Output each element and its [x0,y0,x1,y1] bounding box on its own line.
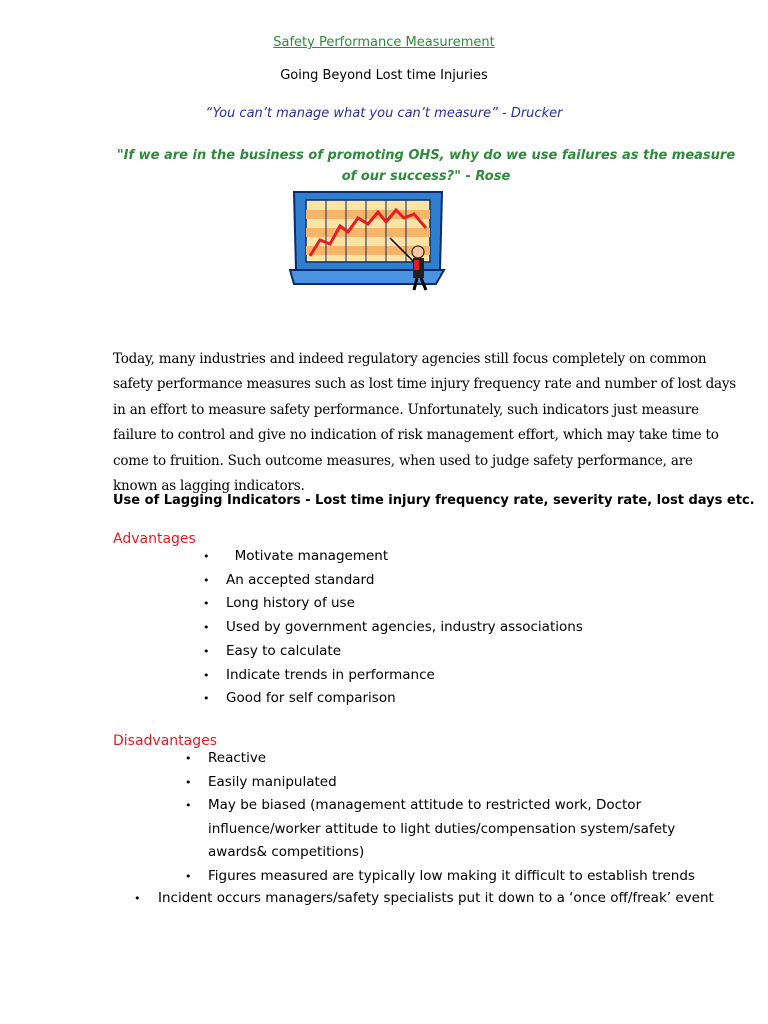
document-subtitle: Going Beyond Lost time Injuries [280,68,488,83]
bullet-icon: • [203,573,210,587]
advantages-list [203,545,746,711]
disadvantages-heading: Disadvantages [113,733,218,749]
list-item: • Long history of use [226,592,746,616]
list-item: • Indicate trends in performance [226,664,746,688]
chart-presentation-clipart-icon [286,188,446,296]
bullet-icon: • [203,644,210,658]
bullet-icon: • [203,621,210,635]
list-item: • Good for self comparison [226,687,746,711]
lagging-indicators-heading: Use of Lagging Indicators - Lost time injury frequency rate, severity rate, lost days etc. [113,493,755,508]
list-item: • May be biased (management attitude to restricted work, Doctor influence/worker attitude to light duties/compensation system/safety awards& competitions) [208,794,718,865]
bullet-icon: • [203,597,210,611]
bullet-icon: • [203,692,210,706]
bullet-icon: • [134,892,141,905]
drucker-quote: “You can’t manage what you can’t measure” - Drucker [205,106,563,121]
bullet-icon: • [203,550,210,563]
bullet-icon: • [185,775,192,789]
list-item: • An accepted standard [226,569,746,593]
disadvantages-list [185,747,718,889]
list-item: • Motivate management [226,545,746,569]
rose-quote: "If we are in the business of promoting OHS, why do we use failures as the measure of our success?" - Rose [116,148,736,184]
list-item: • Reactive [208,747,718,771]
list-item: • Easily manipulated [208,771,718,795]
bullet-icon: • [185,752,192,765]
outer-list-item: • Incident occurs managers/safety specialists put it down to a ‘once off/freak’ event [134,890,714,906]
list-item: • Used by government agencies, industry associations [226,616,746,640]
document-title: Safety Performance Measurement [273,35,495,50]
bullet-icon: • [185,869,192,883]
list-item: • Figures measured are typically low making it difficult to establish trends [208,865,718,889]
intro-paragraph: Today, many industries and indeed regulatory agencies still focus completely on common safety performance measures such as lost time injury frequency rate and number of lost days in an effort to measure safety performance. Unfortunately, such indicators just measure failure to control and give no indication of risk management effort, which may take time to come to fruition. Such outcome measures, when used to judge safety performance, are known as lagging indicators. [113,351,737,495]
list-item: • Easy to calculate [226,640,746,664]
bullet-icon: • [185,799,192,813]
advantages-heading: Advantages [113,531,196,547]
bullet-icon: • [203,668,210,682]
